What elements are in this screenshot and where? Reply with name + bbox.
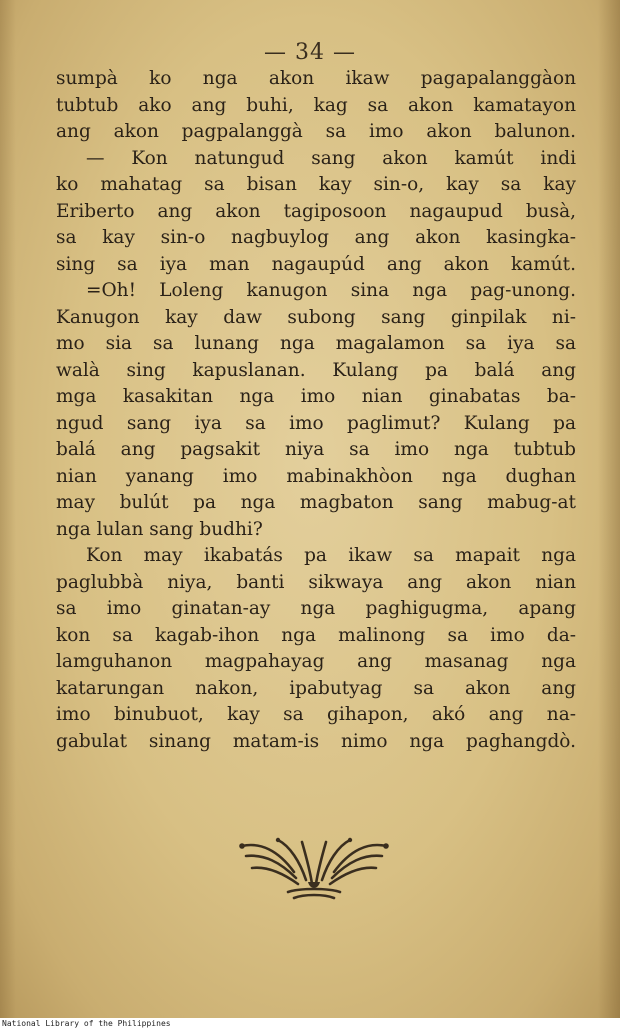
text-line: sumpà ko nga akon ikaw pagapalanggàon — [56, 68, 576, 89]
text-line: sa imo ginatan-ay nga paghigugma, apang — [56, 598, 576, 619]
text-line: imo binubuot, kay sa gihapon, akó ang na- — [56, 704, 576, 725]
text-line: nian yanang imo mabinakhòon nga dughan — [56, 465, 576, 487]
text-line: tubtub ako ang buhi, kag sa akon kamatayon — [56, 94, 576, 116]
text-line: lamguhanon magpahayag ang masanag nga — [56, 651, 576, 672]
page-right-shadow — [598, 0, 620, 1018]
text-line: Kanugon kay daw subong sang ginpilak ni- — [56, 306, 576, 328]
text-line: ko mahatag sa bisan kay sin-o, kay sa kay — [56, 174, 576, 195]
text-line: balá ang pagsakit niya sa imo nga tubtub — [56, 439, 576, 460]
body-text — [56, 66, 576, 755]
text-line: gabulat sinang matam-is nimo nga paghangdò. — [56, 730, 576, 752]
text-line: may bulút pa nga magbaton sang mabug-at — [56, 492, 576, 513]
text-line: paglubbà niya, banti sikwaya ang akon nian — [56, 571, 576, 593]
text-line: sing sa iya man nagaupúd ang akon kamút. — [56, 253, 576, 275]
page-number: — 34 — — [264, 40, 356, 65]
text-line: ngud sang iya sa imo paglimut? Kulang pa — [56, 412, 576, 434]
text-line: ang akon pagpalanggà sa imo akon balunon. — [56, 121, 576, 142]
fleuron-ornament-icon — [238, 832, 390, 902]
text-line: sa kay sin-o nagbuylog ang akon kasingka- — [56, 227, 576, 248]
text-line: walà sing kapuslanan. Kulang pa balá ang — [56, 359, 576, 381]
text-line: kon sa kagab-ihon nga malinong sa imo da- — [56, 624, 576, 646]
text-line: — Kon natungud sang akon kamút indi — [86, 147, 576, 169]
text-line: =Oh! Loleng kanugon sina nga pag-unong. — [86, 280, 576, 301]
text-line: Eriberto ang akon tagiposoon nagaupud busà, — [56, 200, 576, 222]
footer-credit: National Library of the Philippines — [2, 1019, 171, 1028]
text-line: mga kasakitan nga imo nian ginabatas ba- — [56, 386, 576, 407]
text-line: nga lulan sang budhi? — [56, 518, 263, 540]
text-line: katarungan nakon, ipabutyag sa akon ang — [56, 677, 576, 699]
page-left-shadow — [0, 0, 16, 1018]
text-line: Kon may ikabatás pa ikaw sa mapait nga — [86, 545, 576, 566]
text-line: mo sia sa lunang nga magalamon sa iya sa — [56, 333, 576, 354]
